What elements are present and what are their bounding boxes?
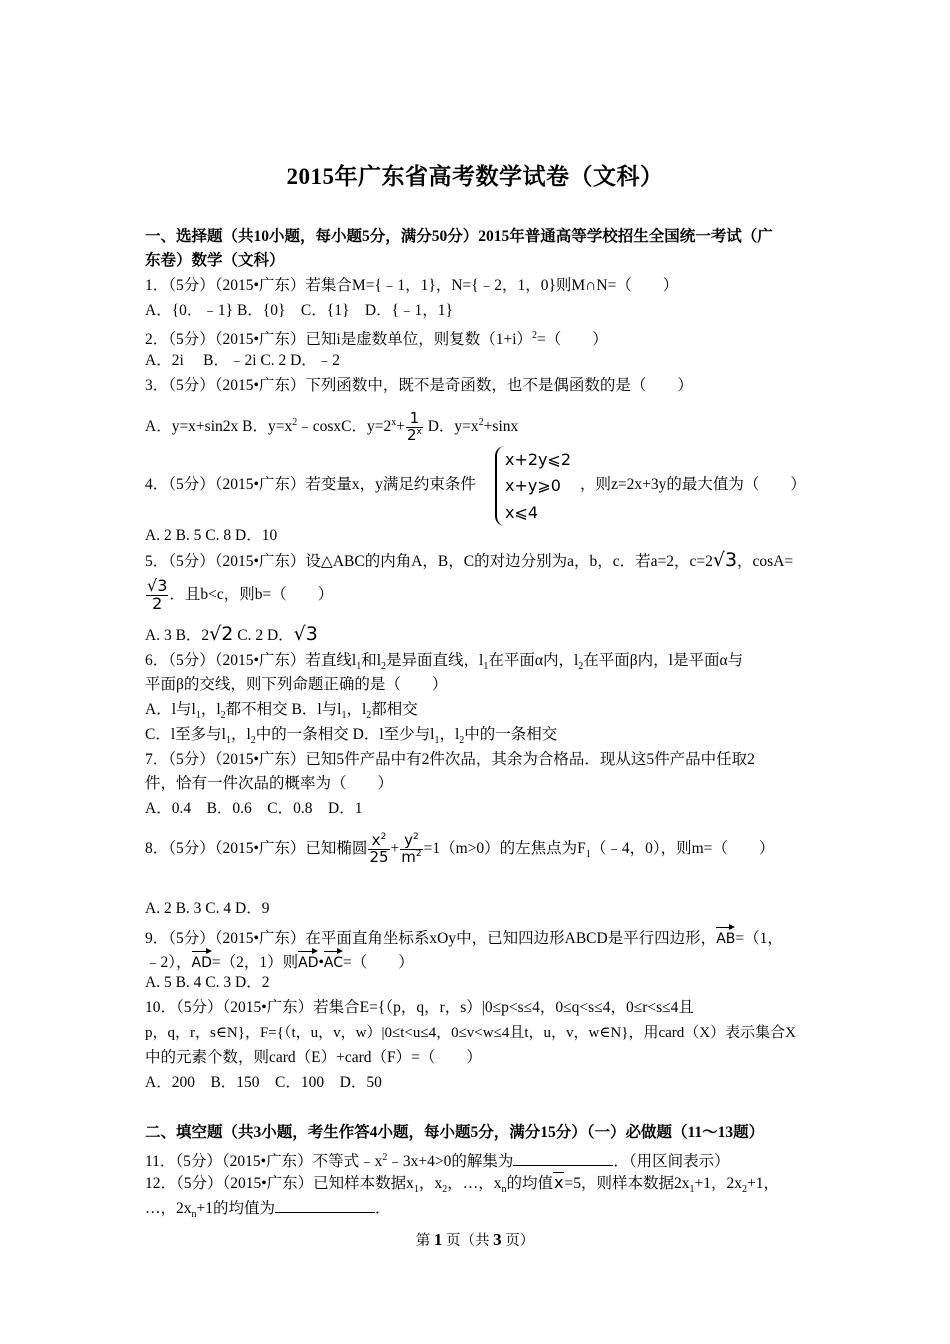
q1-options: A．{0．﹣1} B．{0} C．{1} D．{﹣1，1} [145, 302, 453, 319]
q3-fraction: $\frac{1}{2^x}$ [406, 409, 422, 445]
page-title: 2015年广东省高考数学试卷（文科） [286, 164, 664, 189]
q2-stem: 2．（5分）（2015•广东）已知i是虚数单位，则复数$(1+i)^2=$（ ） [145, 330, 608, 349]
q9-stem-line1: 9．（5分）（2015•广东）在平面直角坐标系xOy中，已知四边形ABCD是平行四边形，AB=（1， [145, 923, 810, 949]
q5-options: A. 3 B．2√2 C. 2 D．√3 [145, 623, 318, 645]
answer-blank-11 [513, 1151, 613, 1166]
constraint-system [495, 446, 579, 526]
page-footer: 第 1 页（共 3 页） [415, 1230, 535, 1249]
q7-stem-line2: 件，恰有一件次品的概率为（ ） [145, 775, 394, 792]
q8-fraction-y: $\frac{y^2}{m^2}$ [401, 831, 422, 866]
q8-stem: 8．（5分）（2015•广东）已知椭圆 $\frac{x^2}{25}$ + $\frac{y^2}{m^2}$ =1（m>0）的左焦点为$F_1(﹣4$，0），则m=（ ） [145, 831, 775, 866]
vector-ad-2: AD [298, 947, 318, 973]
constraint-3: x⩽4 [505, 503, 539, 522]
q10-options: A．200 B．150 C．100 D．50 [145, 1074, 382, 1091]
q5-stem-line1: 5．（5分）（2015•广东）设△ABC的内角A，B，C的对边分别为a，b，c．若a=2，c=2√3，cosA= [145, 549, 794, 571]
q1-stem: 1．（5分）（2015•广东）若集合M={﹣1，1}，N={﹣2，1，0}则M∩N=（ ） [145, 277, 679, 294]
q5-fraction: $\frac{√3}{2}$ [147, 576, 168, 613]
q8-options: A. 2 B. 3 C. 4 D．9 [145, 900, 270, 917]
q11-stem: 11．（5分）（2015•广东）不等式$﹣x^2﹣3x+4>0$的解集为 ．（用区间表示） [145, 1152, 730, 1171]
page-total: 3 [493, 1230, 502, 1249]
q6-stem-line1: 6．（5分）（2015•广东）若直线$l_1$和$l_2$是异面直线，$l_1$在平面α内，$l_2$在平面β内，l是平面α与 [145, 652, 744, 673]
constraint-2: x+y⩾0 [505, 476, 561, 495]
q7-stem-line1: 7．（5分）（2015•广东）已知5件产品中有2件次品，其余为合格品．现从这5件产品中任取2 [145, 751, 755, 768]
q6-options-cd: C．l至多与$l_1$，$l_2$中的一条相交 D．l至少与$l_1$，$l_2$中的一条相交 [145, 726, 558, 747]
q5-stem-line2: $\frac{√3}{2}$ ．且b<c，则b=（ ） [147, 576, 334, 613]
q3-options: A．y=x+sin2x B．$y=x^2﹣cosxC$．$y=2^x+$ $\frac{1}{2^x}$ D．$y=x^2+\sin x$ [145, 409, 519, 445]
section1-heading-line1: 一、选择题（共10小题，每小题5分，满分50分）2015年普通高等学校招生全国统一考试（广 [145, 228, 773, 245]
q3-stem: 3．（5分）（2015•广东）下列函数中，既不是奇函数，也不是偶函数的是（ ） [145, 377, 693, 394]
q10-stem-line1: 10．（5分）（2015•广东）若集合E={（p，q，r，s）|0≤p<s≤4，0≤q<s≤4，0≤r<s≤4且 [145, 999, 694, 1016]
q4-stem-left: 4．（5分）（2015•广东）若变量x，y满足约束条件 [145, 476, 476, 493]
constraint-1: x+2y⩽2 [505, 450, 572, 469]
vector-ad: AD [192, 947, 212, 973]
q4-options: A. 2 B. 5 C. 8 D．10 [145, 527, 278, 544]
section1-heading-line2: 东卷）数学（文科） [145, 252, 285, 269]
vector-ab: AB [716, 923, 735, 949]
q9-stem-line2: ﹣2），AD=（2，1）则AD•AC=（ ） [145, 947, 810, 973]
q4-stem-right: ，则z=2x+3y的最大值为（ ） [580, 476, 806, 493]
q9-options: A. 5 B. 4 C. 3 D．2 [145, 974, 270, 991]
q10-stem-line3: 中的元素个数，则card（E）+card（F）=（ ） [145, 1049, 482, 1066]
section2-heading: 二、填空题（共3小题，考生作答4小题，每小题5分，满分15分）（一）必做题（11～13题） [145, 1124, 765, 1141]
q10-stem-line2: p，q，r，s∈N}，F={（t，u，v，w）|0≤t<u≤4，0≤v<w≤4且t，u，v，w∈N}，用card（X）表示集合X [145, 1025, 796, 1041]
q2-options: A．2i B．﹣2i C. 2 D．﹣2 [145, 352, 341, 369]
page-number: 1 [433, 1230, 443, 1249]
answer-blank-12 [275, 1198, 375, 1213]
x-bar: x [553, 1173, 564, 1192]
q6-options-ab: A．l与$l_1$，$l_2$都不相交 B．l与$l_1$，$l_2$都相交 [145, 701, 418, 722]
q8-fraction-x: $\frac{x^2}{25}$ [369, 831, 389, 866]
q6-stem-line2: 平面β的交线，则下列命题正确的是（ ） [145, 676, 448, 693]
q7-options: A．0.4 B．0.6 C．0.8 D．1 [145, 800, 363, 817]
q12-stem-line2: …，$2x_n+1$的均值为 ． [145, 1200, 391, 1221]
q12-stem-line1: 12．（5分）（2015•广东）已知样本数据$x_1$，$x_2$，…，$x_n$的均值x=5，则样本数据$2x_1+1$，$2x_2+1$， [145, 1173, 779, 1196]
vector-ac: AC [324, 947, 343, 973]
